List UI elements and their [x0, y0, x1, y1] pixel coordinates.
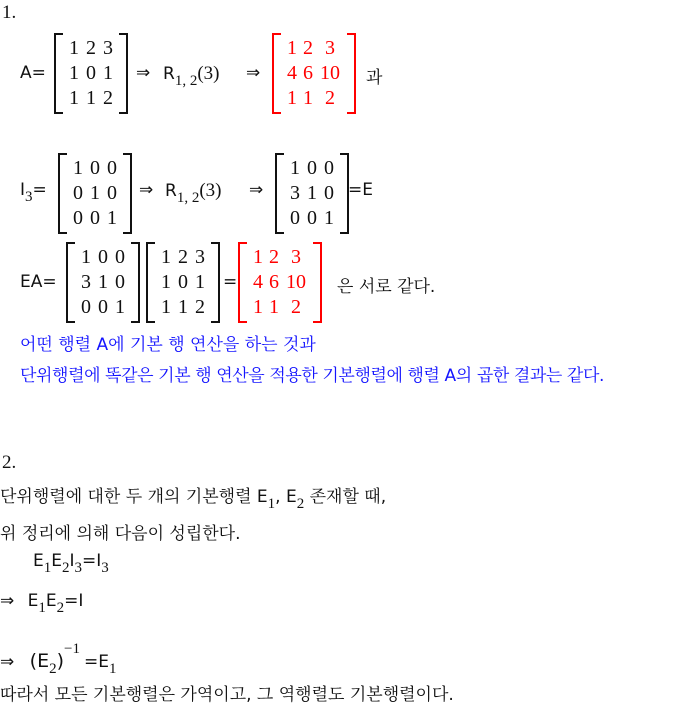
equation-inverse: ⇒ $(E_2)^{-1}=E_1$ — [0, 641, 117, 677]
implies-arrow: ⇒ — [136, 63, 151, 83]
implies-arrow: ⇒ — [246, 63, 261, 83]
matrix-a — [54, 33, 128, 114]
eq3-suffix: 은 서로 같다. — [337, 277, 436, 297]
elementary-matrix-e: 1 0 0 3 1 0 0 0 1 — [275, 153, 349, 234]
section-2-number: 2. — [2, 452, 17, 473]
result-matrix — [272, 33, 356, 114]
section-2-line-2: 위 정리에 의해 다음이 성립한다. — [0, 524, 241, 544]
implies-arrow: ⇒ — [139, 180, 154, 200]
result-matrix-body: 1 2 3 4 6 10 1 1 2 — [287, 37, 340, 109]
identity-matrix: 1 0 0 0 1 0 0 0 1 — [58, 153, 132, 234]
implies-arrow: ⇒ — [0, 652, 15, 672]
identity-label: $I_3=$ — [20, 180, 47, 205]
section-1-number: 1. — [2, 2, 17, 23]
equals-sign: = — [223, 272, 238, 292]
matrix-e: 1 0 0 3 1 0 0 0 1 — [66, 242, 140, 323]
matrix-a-body: 1 2 3 1 0 1 1 1 2 — [69, 37, 113, 109]
eq3-lhs: EA= — [20, 272, 57, 292]
note-line-2: 단위행렬에 똑같은 기본 행 연산을 적용한 기본행렬에 행렬 A의 곱한 결과는 같다. — [20, 366, 604, 386]
equation-e1e2-identity: ⇒ $E_1E_2=I$ — [0, 591, 84, 616]
matrix-a: 1 2 3 1 0 1 1 1 2 — [146, 242, 220, 323]
note-line-1: 어떤 행렬 A에 기본 행 연산을 하는 것과 — [20, 335, 316, 355]
row-op-label: $R_{1, 2}(3)$ — [165, 180, 222, 206]
implies-arrow: ⇒ — [0, 591, 15, 611]
section-2-line-1: 단위행렬에 대한 두 개의 기본행렬 $E_1$, $E_2$ 존재할 때, — [0, 487, 387, 512]
equation-e1e2i3: $E_1E_2I_3=I_3$ — [33, 551, 109, 576]
result-matrix: 1 2 3 4 6 10 1 1 2 — [238, 242, 322, 323]
conclusion: 따라서 모든 기본행렬은 가역이고, 그 역행렬도 기본행렬이다. — [0, 685, 454, 705]
row-op-label: $R_{1, 2}(3)$ — [163, 63, 220, 89]
eq1-lhs: A= — [20, 63, 46, 83]
implies-arrow: ⇒ — [249, 180, 264, 200]
eq1-suffix: 과 — [366, 68, 383, 88]
eq2-suffix: =E — [348, 180, 373, 200]
